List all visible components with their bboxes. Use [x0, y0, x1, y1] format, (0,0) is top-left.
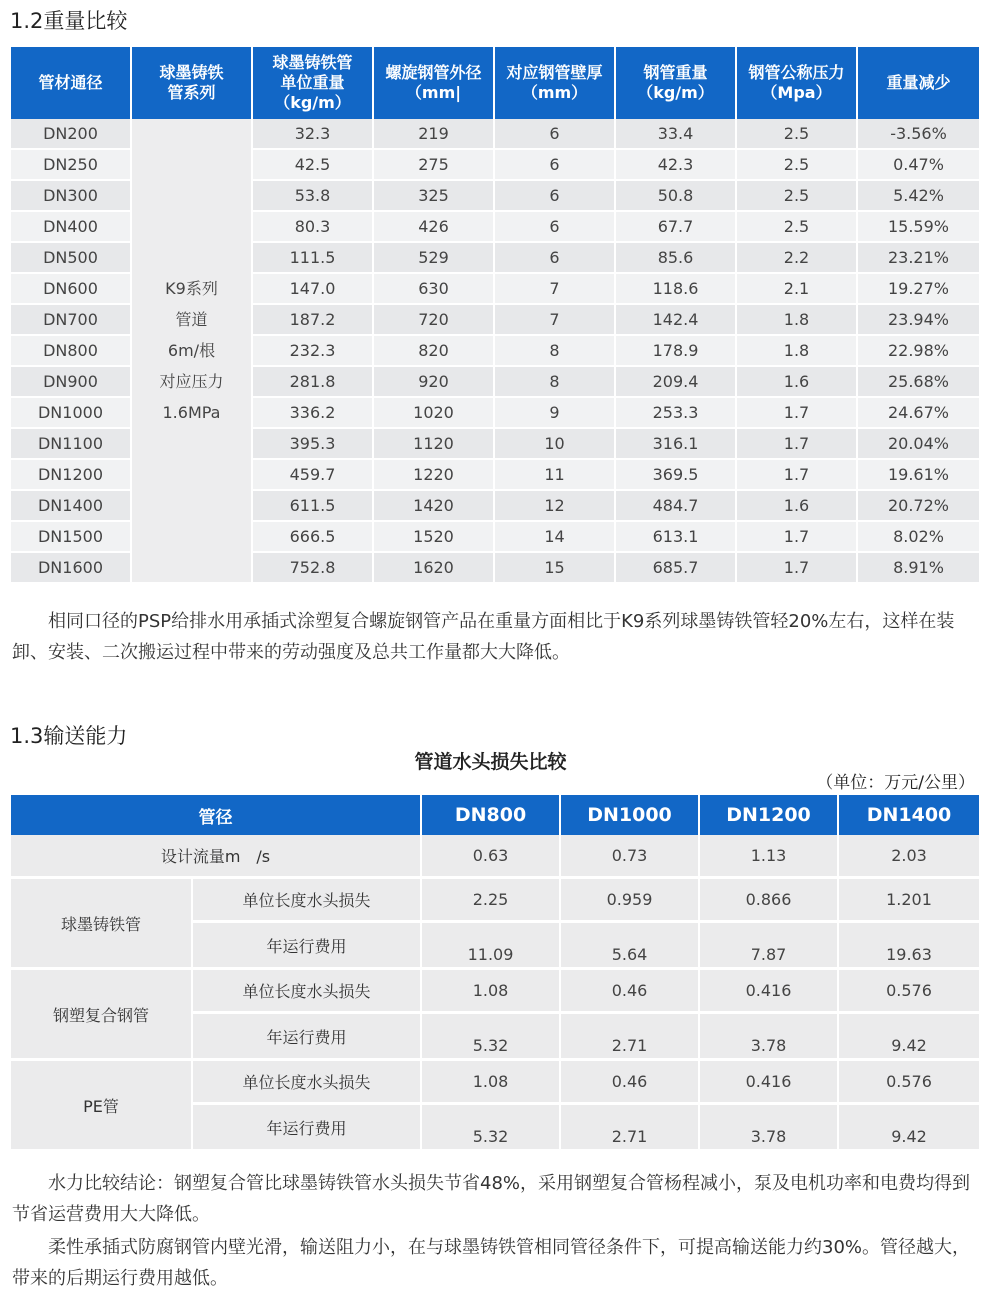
- table-cell: 369.5: [616, 460, 737, 491]
- table-cell: 275: [374, 150, 495, 181]
- table-cell: 33.4: [616, 119, 737, 150]
- series-line: 6m/根: [167, 341, 216, 360]
- row-label: 单位长度水头损失: [193, 1061, 422, 1105]
- table-cell: 147.0: [253, 274, 374, 305]
- table-cell: 529: [374, 243, 495, 274]
- series-line: 1.6MPa: [162, 403, 221, 422]
- table-cell: 666.5: [253, 522, 374, 553]
- row-label: 年运行费用: [193, 1105, 422, 1152]
- table-cell: 6: [495, 243, 616, 274]
- column-header-line: 对应钢管壁厚: [506, 63, 603, 82]
- table-cell: 8.91%: [858, 553, 979, 584]
- table-cell: 111.5: [253, 243, 374, 274]
- table-cell: DN800: [11, 336, 132, 367]
- section-heading-capacity: 1.3输送能力: [10, 724, 128, 748]
- table-cell: 2.1: [737, 274, 858, 305]
- table-cell: DN250: [11, 150, 132, 181]
- column-header-line: （mm）: [521, 83, 588, 102]
- table-cell: 19.27%: [858, 274, 979, 305]
- column-header: [616, 47, 737, 119]
- table-cell: 630: [374, 274, 495, 305]
- table-cell: 6: [495, 212, 616, 243]
- table-cell: 6: [495, 150, 616, 181]
- table-cell: 19.61%: [858, 460, 979, 491]
- table-cell: DN500: [11, 243, 132, 274]
- column-header: [253, 47, 374, 119]
- table-row: [11, 1061, 979, 1105]
- table-cell: 1.7: [737, 398, 858, 429]
- table-row: [11, 970, 979, 1014]
- table-cell: 80.3: [253, 212, 374, 243]
- table-cell: 23.21%: [858, 243, 979, 274]
- table-cell: 0.47%: [858, 150, 979, 181]
- table-title: 管道水头损失比较: [414, 751, 567, 773]
- table-cell: 23.94%: [858, 305, 979, 336]
- column-header-line: （Mpa）: [761, 83, 832, 102]
- column-header: DN1200: [700, 795, 839, 835]
- table-cell: 7: [495, 274, 616, 305]
- table-cell: 85.6: [616, 243, 737, 274]
- table-cell: 1520: [374, 522, 495, 553]
- table-cell: 5.42%: [858, 181, 979, 212]
- table-cell: 1.8: [737, 305, 858, 336]
- table-cell: DN1000: [11, 398, 132, 429]
- table-cell: 1620: [374, 553, 495, 584]
- table-cell: -3.56%: [858, 119, 979, 150]
- table-cell: 484.7: [616, 491, 737, 522]
- table-cell: 209.4: [616, 367, 737, 398]
- column-header-line: 单位重量: [280, 73, 345, 92]
- table-cell: 1.7: [737, 522, 858, 553]
- table-cell: 5.64: [561, 923, 700, 970]
- table-cell: 0.576: [839, 970, 979, 1014]
- table-cell: 67.7: [616, 212, 737, 243]
- table-cell: 1.7: [737, 429, 858, 460]
- table-cell: 232.3: [253, 336, 374, 367]
- table-cell: 1220: [374, 460, 495, 491]
- table-cell: 1120: [374, 429, 495, 460]
- table-cell: 1.8: [737, 336, 858, 367]
- table-cell: DN400: [11, 212, 132, 243]
- column-header: [132, 47, 253, 119]
- table-cell: 142.4: [616, 305, 737, 336]
- table-cell: 8.02%: [858, 522, 979, 553]
- section-heading-weight: 1.2重量比较: [10, 9, 128, 33]
- column-header: DN800: [422, 795, 561, 835]
- table-cell: 2.5: [737, 119, 858, 150]
- series-line: K9系列: [165, 279, 218, 298]
- table-cell: 0.416: [700, 970, 839, 1014]
- table-cell: 0.73: [561, 835, 700, 879]
- table-cell: 187.2: [253, 305, 374, 336]
- table-cell: 459.7: [253, 460, 374, 491]
- group-label: PE管: [11, 1061, 193, 1152]
- column-header-line: 重量减少: [886, 73, 951, 92]
- table-cell: 12: [495, 491, 616, 522]
- table-cell: 336.2: [253, 398, 374, 429]
- table-cell: 53.8: [253, 181, 374, 212]
- table-cell: 20.72%: [858, 491, 979, 522]
- table-cell: 0.959: [561, 879, 700, 923]
- table-cell: DN200: [11, 119, 132, 150]
- table-cell: 820: [374, 336, 495, 367]
- table-cell: 3.78: [700, 1105, 839, 1152]
- table-cell: DN1200: [11, 460, 132, 491]
- series-line: 对应压力: [159, 372, 224, 391]
- table-cell: 11: [495, 460, 616, 491]
- table-cell: 0.46: [561, 970, 700, 1014]
- table-cell: DN1100: [11, 429, 132, 460]
- table-cell: 11.09: [422, 923, 561, 970]
- table-cell: 0.63: [422, 835, 561, 879]
- table-cell: 611.5: [253, 491, 374, 522]
- table-cell: 3.78: [700, 1014, 839, 1061]
- table-cell: 720: [374, 305, 495, 336]
- table-cell: 15.59%: [858, 212, 979, 243]
- table-cell: 0.46: [561, 1061, 700, 1105]
- table-cell: 5.32: [422, 1014, 561, 1061]
- column-header: 管径: [11, 795, 422, 835]
- table-cell: 19.63: [839, 923, 979, 970]
- column-header-line: 球墨铸铁: [159, 63, 224, 82]
- table-cell: 178.9: [616, 336, 737, 367]
- table-cell: 395.3: [253, 429, 374, 460]
- table-cell: 2.71: [561, 1105, 700, 1152]
- group-label: 球墨铸铁管: [11, 879, 193, 970]
- column-header: [495, 47, 616, 119]
- series-line: 管道: [175, 310, 208, 329]
- table-cell: 1.6: [737, 367, 858, 398]
- table-cell: DN1500: [11, 522, 132, 553]
- table-cell: DN600: [11, 274, 132, 305]
- row-label: 年运行费用: [193, 923, 422, 970]
- row-label: 设计流量m /s: [11, 835, 422, 879]
- table-cell: 8: [495, 367, 616, 398]
- table-cell: 5.32: [422, 1105, 561, 1152]
- table-cell: 1.13: [700, 835, 839, 879]
- table-cell: 7.87: [700, 923, 839, 970]
- column-header: [858, 47, 979, 119]
- table-cell: 281.8: [253, 367, 374, 398]
- table-cell: 0.416: [700, 1061, 839, 1105]
- table-cell: 920: [374, 367, 495, 398]
- head-loss-table: [11, 795, 979, 1152]
- unit-note: （单位：万元/公里）: [816, 773, 975, 793]
- row-label: 单位长度水头损失: [193, 879, 422, 923]
- table-cell: 0.576: [839, 1061, 979, 1105]
- capacity-paragraph: 柔性承插式防腐钢管内壁光滑，输送阻力小，在与球墨铸铁管相同管径条件下，可提高输送能力约30%。管径越大，带来的后期运行费用越低。: [12, 1237, 971, 1289]
- table-cell: DN1400: [11, 491, 132, 522]
- table-cell: 1020: [374, 398, 495, 429]
- table-cell: 613.1: [616, 522, 737, 553]
- table-header-row: [11, 795, 979, 835]
- table-cell: 42.3: [616, 150, 737, 181]
- weight-comparison-table: [11, 47, 979, 584]
- table-cell: 10: [495, 429, 616, 460]
- column-header-line: 管系列: [167, 83, 216, 102]
- table-cell: 1.7: [737, 460, 858, 491]
- row-label: 年运行费用: [193, 1014, 422, 1061]
- table-cell: 42.5: [253, 150, 374, 181]
- table-cell: 20.04%: [858, 429, 979, 460]
- table-cell: 1.08: [422, 970, 561, 1014]
- column-header-line: 球墨铸铁管: [272, 53, 353, 72]
- table-cell: 1420: [374, 491, 495, 522]
- table-cell: 14: [495, 522, 616, 553]
- column-header: [374, 47, 495, 119]
- table-cell: 1.08: [422, 1061, 561, 1105]
- group-label: 钢塑复合钢管: [11, 970, 193, 1061]
- table-cell: 253.3: [616, 398, 737, 429]
- table-cell: 2.25: [422, 879, 561, 923]
- column-header-line: 钢管公称压力: [748, 63, 845, 82]
- table-row: [11, 119, 979, 150]
- table-cell: 2.71: [561, 1014, 700, 1061]
- column-header: [737, 47, 858, 119]
- table-cell: 0.866: [700, 879, 839, 923]
- table-cell: 6: [495, 181, 616, 212]
- table-cell: 2.5: [737, 181, 858, 212]
- table-cell: 752.8: [253, 553, 374, 584]
- table-cell: 426: [374, 212, 495, 243]
- table-row: [11, 879, 979, 923]
- table-cell: 15: [495, 553, 616, 584]
- table-cell: 22.98%: [858, 336, 979, 367]
- table-cell: 9.42: [839, 1014, 979, 1061]
- table-cell: 325: [374, 181, 495, 212]
- hydraulic-conclusion-paragraph: 水力比较结论：钢塑复合管比球墨铸铁管水头损失节省48%，采用钢塑复合管杨程减小，泵及电机功率和电费均得到节省运营费用大大降低。: [12, 1173, 971, 1225]
- table-cell: 32.3: [253, 119, 374, 150]
- table-cell: 2.03: [839, 835, 979, 879]
- table-cell: 8: [495, 336, 616, 367]
- table-header-row: [11, 47, 979, 119]
- table-cell: 2.5: [737, 150, 858, 181]
- column-header-line: （mm|: [405, 83, 462, 102]
- column-header-line: （kg/m）: [637, 83, 714, 102]
- table-cell: 1.7: [737, 553, 858, 584]
- column-header: DN1400: [839, 795, 979, 835]
- column-header-line: 螺旋钢管外径: [385, 63, 482, 82]
- table-cell: 50.8: [616, 181, 737, 212]
- weight-conclusion-paragraph: 相同口径的PSP给排水用承插式涂塑复合螺旋钢管产品在重量方面相比于K9系列球墨铸铁管轻20%左右，这样在装卸、安装、二次搬运过程中带来的劳动强度及总共工作量都大大降低。: [12, 611, 955, 663]
- row-label: 单位长度水头损失: [193, 970, 422, 1014]
- table-cell: DN700: [11, 305, 132, 336]
- table-cell: 1.201: [839, 879, 979, 923]
- table-cell: 2.5: [737, 212, 858, 243]
- column-header-line: 钢管重量: [643, 63, 708, 82]
- table-cell: 9: [495, 398, 616, 429]
- table-cell: 7: [495, 305, 616, 336]
- column-header: [11, 47, 132, 119]
- table-cell: 2.2: [737, 243, 858, 274]
- table-cell: 685.7: [616, 553, 737, 584]
- table-cell: 6: [495, 119, 616, 150]
- table-cell: 219: [374, 119, 495, 150]
- column-header-line: 管材通径: [38, 73, 103, 92]
- table-cell: 1.6: [737, 491, 858, 522]
- table-cell: 24.67%: [858, 398, 979, 429]
- table-cell: 118.6: [616, 274, 737, 305]
- table-cell: DN900: [11, 367, 132, 398]
- table-cell: 9.42: [839, 1105, 979, 1152]
- table-cell: DN300: [11, 181, 132, 212]
- column-header: DN1000: [561, 795, 700, 835]
- column-header-line: （kg/m）: [274, 93, 351, 112]
- table-cell: 25.68%: [858, 367, 979, 398]
- table-row: [11, 835, 979, 879]
- series-cell: [132, 119, 253, 584]
- table-cell: DN1600: [11, 553, 132, 584]
- table-cell: 316.1: [616, 429, 737, 460]
